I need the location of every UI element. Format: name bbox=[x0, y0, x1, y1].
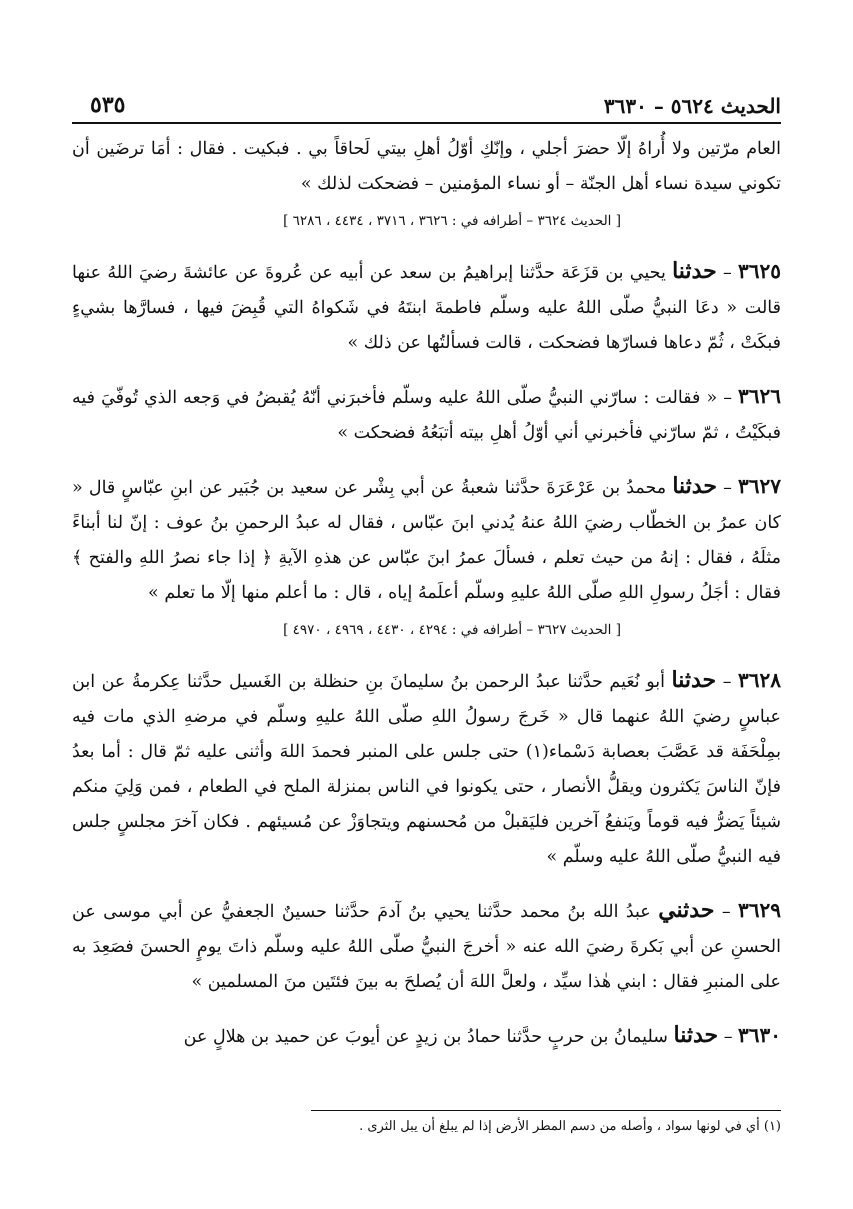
hadith-text: « فقالت : سارّني النبيُّ صلّى اللهُ عليه وسلّم فأخبرَني أنّهُ يُقبضُ في وَجعه الذي تُوفّيَ فيه فبكَيْتُ ، ثمّ سارّني فأخبرني أني أوّلُ أهلِ بيته أتبَعُهُ فضحكت » bbox=[72, 388, 781, 443]
footnote-rule bbox=[311, 1110, 781, 1111]
hadith-3625: ٣٦٢٥ – حدثنا يحيي بن قزَعَة حدَّثنا إبراهيمُ بن سعد عن أبيه عن عُروةَ عن عائشةَ رضيَ اللهُ عنها قالت « دعَا النبيُّ صلّى اللهُ عليه وسلّم فاطمةَ ابنتَهُ في شَكواهُ التي قُبِضَ فيها ، فسارَّها بشيءٍ فبكَتْ ، ثُمّ دعاها فسارّها فضحكت ، قالت فسألتُها عن ذلك » bbox=[72, 258, 781, 353]
hadith-3624-cross-reference: [ الحديث ٣٦٢٤ – أطرافه في : ٣٦٢٦ ، ٣٧١٦ ، ٤٤٣٤ ، ٦٢٨٦ ] bbox=[283, 213, 621, 229]
hadith-number: ٣٦٢٦ bbox=[738, 384, 781, 408]
hadith-text: يحيي بن قزَعَة حدَّثنا إبراهيمُ بن سعد عن أبيه عن عُروةَ عن عائشةَ رضيَ اللهُ عنها قالت « دعَا النبيُّ صلّى اللهُ عليه وسلّم فاطمةَ ابنتَهُ في شَكواهُ التي قُبِضَ فيها ، فسارَّها بشيءٍ فبكَتْ ، ثُمّ دعاها فسارّها فضحكت ، قالت فسألتُها عن ذلك » bbox=[72, 263, 781, 353]
narration-keyword: حدثني bbox=[658, 897, 715, 923]
hadith-text: أبو نُعَيم حدَّثنا عبدُ الرحمن بنُ سليمانَ بنِ حنظلة بن الغَسيل حدَّثنا عِكرمةُ عن ابن عباسٍ رضيَ اللهُ عنهما قال « خَرجَ رسولُ اللهِ صلّى اللهُ عليهِ وسلّم في مرضهِ الذي مات فيه بمِلْحَفَة قد عَصَّبَ بعصابة دَسْماء(١) حتى جلس على المنبر فحمدَ اللهَ وأثنى عليه ثمّ قال : أما بعدُ فإنّ الناسَ يَكثرون ويقلُّ الأنصار ، حتى يكونوا في الناس بمنزلة الملح في الطعام ، فمن وَلِيَ منكم شيئاً يَضرُّ فيه قوماً ويَنفعُ آخرين فليَقبلْ من مُحسنهم ويتجاوَزْ عن مُسيئهم . فكان آخرَ مجلسٍ جلس فيه النبيُّ صلّى اللهُ عليه وسلّم » bbox=[72, 672, 782, 867]
hadith-3624-continuation: العام مرّتين ولا أُراهُ إلّا حضرَ أجلي ، وإنّكِ أوّلُ أهلِ بيتي لَحاقاً بي . فبكيت . فقال : أمَا ترضَين أن تكوني سيدة نساء أهل الجنّة – أو نساء المؤمنين – فضحكت لذلك » bbox=[72, 139, 781, 194]
hadith-text: سليمانُ بن حربٍ حدَّثنا حمادُ بن زيدٍ عن أيوبَ عن حميد بن هلالٍ عن bbox=[183, 1027, 668, 1047]
hadith-3628: ٣٦٢٨ – حدثنا أبو نُعَيم حدَّثنا عبدُ الرحمن بنُ سليمانَ بنِ حنظلة بن الغَسيل حدَّثنا عِكرمةُ عن ابن عباسٍ رضيَ اللهُ عنهما قال « خَرجَ رسولُ اللهِ صلّى اللهُ عليهِ وسلّم في مرضهِ الذي مات فيه بمِلْحَفَة قد عَصَّبَ بعصابة دَسْماء(١) حتى جلس على المنبر فحمدَ اللهَ وأثنى عليه ثمّ قال : أما بعدُ فإنّ الناسَ يَكثرون ويقلُّ الأنصار ، حتى يكونوا في الناس بمنزلة الملح في الطعام ، فمن وَلِيَ منكم شيئاً يَضرُّ فيه قوماً ويَنفعُ آخرين فليَقبلْ من مُحسنهم ويتجاوَزْ عن مُسيئهم . فكان آخرَ مجلسٍ جلس فيه النبيُّ صلّى اللهُ عليه وسلّم » bbox=[72, 667, 782, 867]
narration-keyword: حدثنا bbox=[673, 1022, 719, 1048]
hadith-3629: ٣٦٢٩ – حدثني عبدُ الله بنُ محمد حدَّثنا يحيي بنُ آدمَ حدَّثنا حسينٌ الجعفيُّ عن أبي موسى عن الحسنِ عن أبي بَكرةَ رضيَ الله عنه « أخرجَ النبيُّ صلّى اللهُ عليه وسلّم ذاتَ يومٍ الحسنَ فصَعِدَ به على المنبرِ فقال : ابني هٰذا سيِّد ، ولعلَّ اللهَ أن يُصلحَ به بينَ فئتَين منَ المسلمين » bbox=[72, 897, 781, 992]
hadith-number: ٣٦٢٨ bbox=[738, 668, 781, 692]
hadith-number: ٣٦٢٧ bbox=[738, 474, 781, 498]
hadith-3627: ٣٦٢٧ – حدثنا محمدُ بن عَرْعَرَةَ حدَّثنا شعبةُ عن أبي بِشْر عن سعيد بن جُبَير عن ابنِ عبّاسٍ قال « كان عمرُ بن الخطّاب رضيَ اللهُ عنهُ يُدني ابنَ عبّاس ، فقال له عبدُ الرحمنِ بنُ عوف : إنّ لنا أبناءً مثلَهُ ، فقال : إنهُ من حيث تعلم ، فسألَ عمرُ ابنَ عبّاس عن هذهِ الآيةِ ﴿ إذا جاء نصرُ اللهِ والفتح ﴾ فقال : أجَلُ رسولِ اللهِ صلّى اللهُ عليهِ وسلّم أعلَمهُ إياه ، قال : ما أعلم منها إلّا ما تعلم » bbox=[72, 473, 781, 603]
header-rule bbox=[72, 122, 781, 124]
hadith-number: ٣٦٢٩ bbox=[738, 898, 781, 922]
hadith-text: عبدُ الله بنُ محمد حدَّثنا يحيي بنُ آدمَ حدَّثنا حسينٌ الجعفيُّ عن أبي موسى عن الحسنِ عن أبي بَكرةَ رضيَ الله عنه « أخرجَ النبيُّ صلّى اللهُ عليه وسلّم ذاتَ يومٍ الحسنَ فصَعِدَ به على المنبرِ فقال : ابني هٰذا سيِّد ، ولعلَّ اللهَ أن يُصلحَ به بينَ فئتَين منَ المسلمين » bbox=[72, 902, 781, 992]
hadith-3627-cross-reference: [ الحديث ٣٦٢٧ – أطرافه في : ٤٢٩٤ ، ٤٤٣٠ ، ٤٩٦٩ ، ٤٩٧٠ ] bbox=[283, 622, 621, 638]
hadith-3630: ٣٦٣٠ – حدثنا سليمانُ بن حربٍ حدَّثنا حمادُ بن زيدٍ عن أيوبَ عن حميد بن هلالٍ عن bbox=[183, 1022, 781, 1048]
hadith-text: محمدُ بن عَرْعَرَةَ حدَّثنا شعبةُ عن أبي بِشْر عن سعيد بن جُبَير عن ابنِ عبّاسٍ قال « كان عمرُ بن الخطّاب رضيَ اللهُ عنهُ يُدني ابنَ عبّاس ، فقال له عبدُ الرحمنِ بنُ عوف : إنّ لنا أبناءً مثلَهُ ، فقال : إنهُ من حيث تعلم ، فسألَ عمرُ ابنَ عبّاس عن هذهِ الآيةِ ﴿ إذا جاء نصرُ اللهِ والفتح ﴾ فقال : أجَلُ رسولِ اللهِ صلّى اللهُ عليهِ وسلّم أعلَمهُ إياه ، قال : ما أعلم منها إلّا ما تعلم » bbox=[72, 478, 781, 603]
hadith-number: ٣٦٣٠ bbox=[738, 1023, 781, 1047]
running-title: الحديث ٥٦٢٤ – ٣٦٣٠ bbox=[603, 94, 781, 118]
footnote: (١) أي في لونها سواد ، وأصله من دسم المطر الأرض إذا لم يبلغ أن يبل الثرى . bbox=[359, 1119, 781, 1134]
narration-keyword: حدثنا bbox=[672, 473, 717, 499]
narration-keyword: حدثنا bbox=[671, 667, 717, 693]
hadith-3626: ٣٦٢٦ – « فقالت : سارّني النبيُّ صلّى اللهُ عليه وسلّم فأخبرَني أنّهُ يُقبضُ في وَجعه الذي تُوفّيَ فيه فبكَيْتُ ، ثمّ سارّني فأخبرني أني أوّلُ أهلِ بيته أتبَعُهُ فضحكت » bbox=[72, 384, 781, 443]
page-number: ٥٣٥ bbox=[90, 92, 126, 118]
hadith-number: ٣٦٢٥ bbox=[738, 259, 781, 283]
hadith-text-body bbox=[72, 132, 781, 1055]
narration-keyword: حدثنا bbox=[672, 258, 717, 284]
page-header bbox=[90, 84, 781, 118]
